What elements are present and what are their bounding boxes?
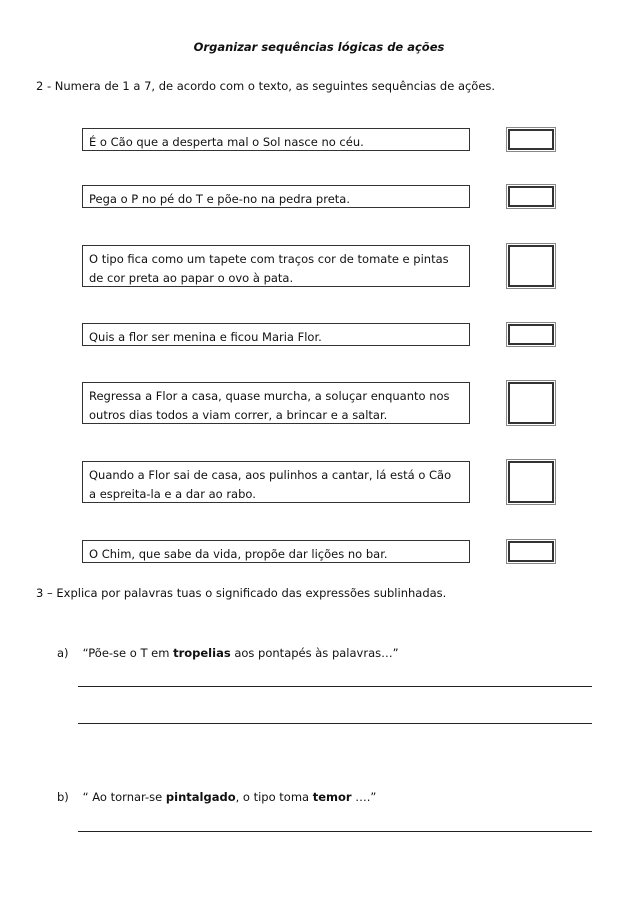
answer-line-a-1[interactable] (78, 686, 592, 687)
sequence-text: O Chim, que sabe da vida, propõe dar lições no bar. (89, 547, 388, 561)
sequence-box-5 (82, 382, 470, 424)
item-b-quote-end: ….” (351, 790, 377, 804)
sequence-text: Quis a flor ser menina e ficou Maria Flor. (89, 330, 322, 344)
item-b-quote-start: “ Ao tornar-se (82, 790, 166, 804)
sequence-text: de cor preta ao papar o ovo à pata. (89, 271, 294, 285)
sequence-text: O tipo fica como um tapete com traços cor de tomate e pintas (89, 252, 449, 266)
answer-line-b-1[interactable] (78, 831, 592, 832)
sequence-box-1 (82, 128, 470, 151)
sequence-text: Quando a Flor sai de casa, aos pulinhos a cantar, lá está o Cão (89, 468, 452, 482)
sequence-text: outros dias todos a viam correr, a brincar e a saltar. (89, 408, 388, 422)
item-a-quote-start: “Põe-se o T em (82, 646, 174, 660)
item-a-quote-end: aos pontapés às palavras…” (230, 646, 399, 660)
number-answer-box-2[interactable] (508, 186, 554, 207)
page-title: Organizar sequências lógicas de ações (193, 40, 445, 54)
sequence-text: É o Cão que a desperta mal o Sol nasce no céu. (89, 135, 364, 149)
question-3: 3 – Explica por palavras tuas o significado das expressões sublinhadas. (36, 586, 447, 600)
sequence-box-4 (82, 323, 470, 346)
item-b-quote-middle: , o tipo toma (235, 790, 313, 804)
sequence-text: Pega o P no pé do T e põe-no na pedra preta. (89, 192, 350, 206)
item-a (57, 646, 399, 660)
item-a-highlight-word: tropelias (173, 646, 231, 660)
item-b-highlight-word-2: temor (312, 790, 352, 804)
item-b (57, 790, 376, 804)
item-b-highlight-word-1: pintalgado (165, 790, 236, 804)
number-answer-box-4[interactable] (508, 324, 554, 345)
item-b-label: b) (57, 790, 69, 804)
sequence-box-3 (82, 245, 470, 287)
sequence-text: a espreita-la e a dar ao rabo. (89, 487, 256, 501)
number-answer-box-3[interactable] (508, 245, 554, 287)
sequence-box-7 (82, 540, 470, 563)
sequence-text: Regressa a Flor a casa, quase murcha, a soluçar enquanto nos (89, 389, 450, 403)
item-a-label: a) (57, 646, 69, 660)
number-answer-box-1[interactable] (508, 129, 554, 150)
number-answer-box-7[interactable] (508, 541, 554, 562)
sequence-box-6 (82, 461, 470, 503)
question-2: 2 - Numera de 1 a 7, de acordo com o texto, as seguintes sequências de ações. (36, 79, 496, 93)
sequence-box-2 (82, 185, 470, 208)
number-answer-box-5[interactable] (508, 382, 554, 424)
number-answer-box-6[interactable] (508, 461, 554, 503)
answer-line-a-2[interactable] (78, 723, 592, 724)
